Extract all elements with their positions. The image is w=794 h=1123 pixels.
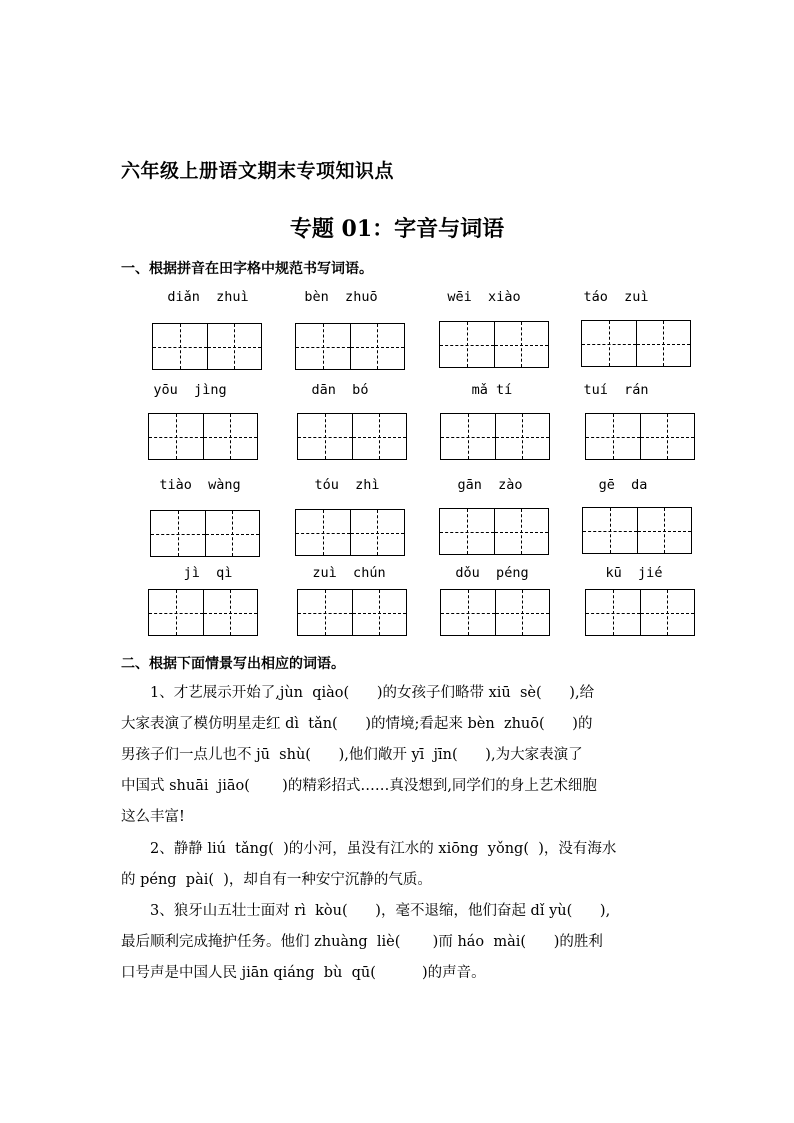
paragraph-line: 男孩子们一点儿也不 jū shù( ),他们敞开 yī jīn( ),为大家表演了 [121,747,583,763]
paragraph-line: 2、静静 liú tǎng( )的小河，虽没有江水的 xiōng yǒng( )，没有海水 [150,841,617,857]
tianzige-box[interactable] [295,323,405,370]
pinyin-label: zuì chún [312,565,386,581]
paragraph-line: 大家表演了模仿明星走红 dì tǎn( )的情境;看起来 bèn zhuō( )的 [121,716,593,732]
pinyin-label: bèn zhuō [304,289,378,305]
tianzige-box[interactable] [585,413,695,460]
pinyin-label: gē da [598,477,648,493]
paragraph-line: 的 péng pài( )，却自有一种安宁沉静的气质。 [121,872,432,888]
tianzige-box[interactable] [585,589,695,636]
section-2-heading: 二、根据下面情景写出相应的词语。 [121,656,345,672]
pinyin-label: wēi xiào [447,289,521,305]
pinyin-label: tuí rán [583,382,649,398]
tianzige-box[interactable] [297,589,407,636]
paragraph-line: 1、才艺展示开始了,jùn qiào( )的女孩子们略带 xiū sè( ),给 [150,685,595,701]
pinyin-label: yōu jìng [153,382,227,398]
tianzige-box[interactable] [297,413,407,460]
topic-title: 专题 01：字音与词语 [289,216,505,242]
tianzige-box[interactable] [150,510,260,557]
pinyin-label: mǎ tí [471,382,513,398]
pinyin-label: diǎn zhuì [167,289,249,305]
tianzige-box[interactable] [295,509,405,556]
tianzige-box[interactable] [152,323,262,370]
tianzige-box[interactable] [581,320,691,367]
paragraph-line: 这么丰富! [121,809,185,825]
paragraph-line: 中国式 shuāi jiāo( )的精彩招式……真没想到,同学们的身上艺术细胞 [121,778,597,794]
pinyin-label: tóu zhì [314,477,380,493]
tianzige-box[interactable] [148,589,258,636]
tianzige-box[interactable] [439,321,549,368]
pinyin-label: jì qì [183,565,233,581]
pinyin-label: gān zào [457,477,523,493]
tianzige-box[interactable] [440,589,550,636]
paragraph-line: 口号声是中国人民 jiān qiáng bù qū( )的声音。 [121,965,486,981]
document-title: 六年级上册语文期末专项知识点 [121,160,395,182]
section-1-heading: 一、根据拼音在田字格中规范书写词语。 [121,261,373,277]
pinyin-label: dān bó [311,382,369,398]
paragraph-line: 3、狼牙山五壮士面对 rì kòu( )，毫不退缩，他们奋起 dǐ yù( ), [150,903,611,919]
paragraph-line: 最后顺利完成掩护任务。他们 zhuàng liè( )而 háo mài( )的胜利 [121,934,603,950]
tianzige-box[interactable] [582,507,692,554]
tianzige-box[interactable] [439,508,549,555]
pinyin-label: táo zuì [583,289,649,305]
tianzige-box[interactable] [440,413,550,460]
tianzige-box[interactable] [148,413,258,460]
pinyin-label: tiào wàng [159,477,241,493]
pinyin-label: kū jié [605,565,663,581]
pinyin-label: dǒu péng [455,565,529,581]
